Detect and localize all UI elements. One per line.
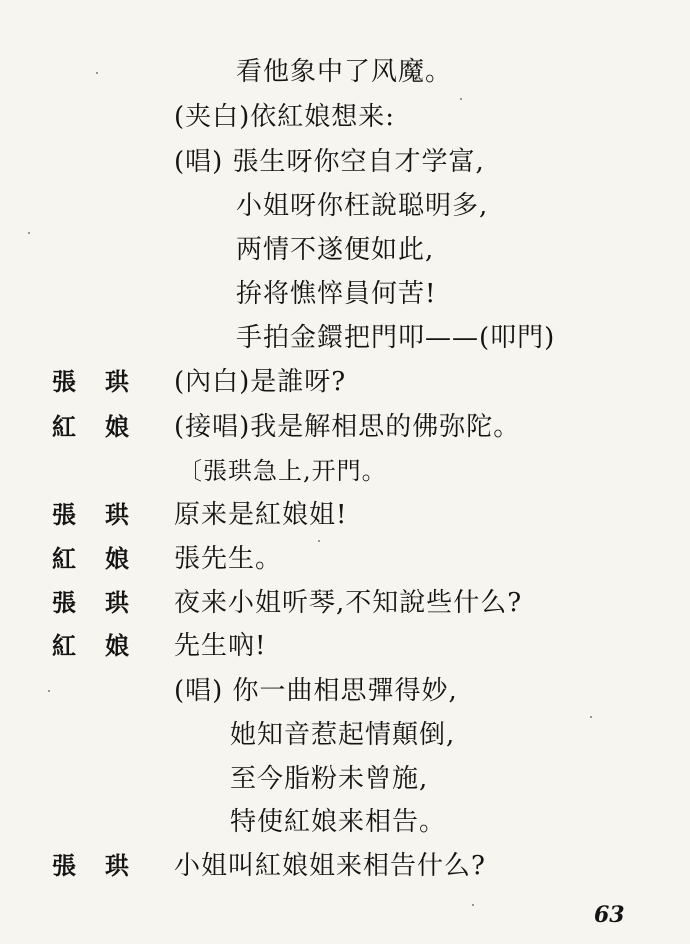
script-line: 手拍金鐶把門叩——(叩門) xyxy=(236,323,556,353)
speaker-name: 張珙 xyxy=(52,367,158,396)
script-line: (唱) 張生呀你空自才学富, xyxy=(174,147,485,177)
scan-speck xyxy=(460,98,462,100)
script-line: 看他象中了风魔。 xyxy=(236,57,453,87)
speaker-name: 張珙 xyxy=(52,500,158,529)
speaker-name: 紅娘 xyxy=(52,631,158,660)
script-line: 拚将憔悴員何苦! xyxy=(236,279,437,309)
script-line: (內白)是誰呀? xyxy=(174,367,347,397)
speaker-name: 張珙 xyxy=(52,588,158,617)
script-line: 小姐呀你枉說聪明多, xyxy=(236,191,489,221)
stage-direction: 〔張珙急上,开門。 xyxy=(178,457,387,485)
script-line: 夜来小姐听琴,不知說些什么? xyxy=(174,588,523,618)
scan-speck xyxy=(590,716,592,718)
scan-speck xyxy=(48,690,50,692)
script-line: 两情不遂便如此, xyxy=(236,235,435,265)
script-line: 至今脂粉未曾施, xyxy=(230,764,429,794)
speaker-name: 紅娘 xyxy=(52,544,158,573)
page-number: 63 xyxy=(594,902,625,928)
script-line: (夹白)依紅娘想来: xyxy=(174,102,396,132)
scan-speck xyxy=(318,540,320,542)
script-line: 先生吶! xyxy=(174,631,267,661)
script-line: 原来是紅娘姐! xyxy=(174,500,348,530)
script-line: 小姐叫紅娘姐来相告什么? xyxy=(174,851,486,881)
speaker-name: 紅娘 xyxy=(52,412,158,441)
script-line: 特使紅娘来相告。 xyxy=(230,807,447,837)
script-line: 張先生。 xyxy=(174,544,283,574)
scan-speck xyxy=(28,232,30,234)
scan-speck xyxy=(96,72,98,74)
script-line: (唱) 你一曲相思彈得妙, xyxy=(174,676,458,706)
speaker-name: 張珙 xyxy=(52,851,158,880)
scan-speck xyxy=(472,904,474,906)
script-line: 她知音惹起情顛倒, xyxy=(230,720,456,750)
script-line: (接唱)我是解相思的佛弥陀。 xyxy=(174,412,521,442)
